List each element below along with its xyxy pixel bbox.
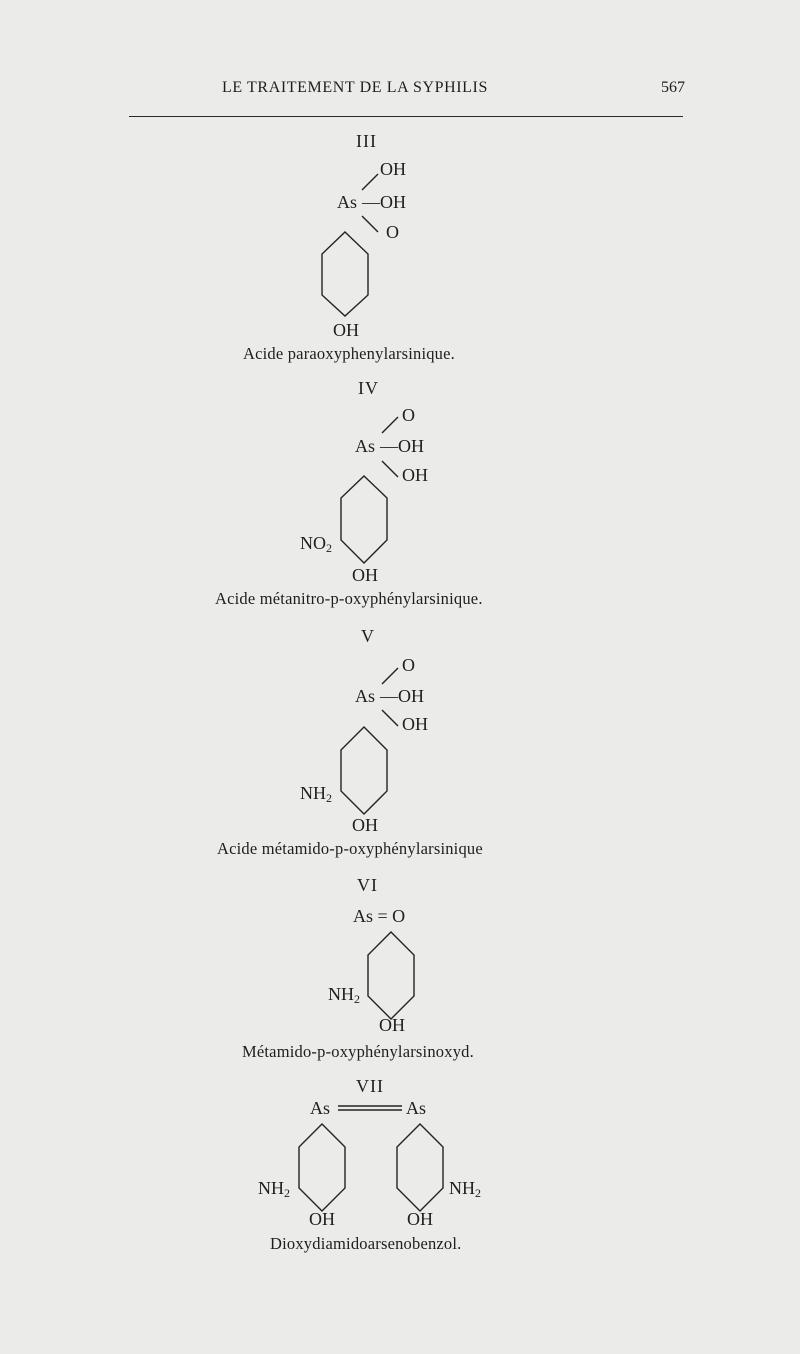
benzene-ring-vii-left [299,1124,345,1211]
amino-substituent-left: $NH_2$ [258,1178,290,1200]
compound-caption: Acide métamido-p-oxyphénylarsinique [217,839,483,858]
bond-v-lower [382,710,398,726]
amino-substituent: $NH_2$ [300,783,332,805]
arsenic-symbol: As [355,686,376,706]
formula-number: VI [357,875,378,895]
arsenic-symbol: As [355,436,376,456]
bond-iv-lower [382,461,398,477]
para-hydroxyl-group: OH [379,1015,405,1035]
hydroxyl-group-top: OH [380,159,406,179]
arsenic-symbol-right: As [406,1098,427,1118]
formula-number: IV [358,378,379,398]
hydroxyl-group-bottom: OH [402,465,428,485]
compound-caption: Acide paraoxyphenylarsinique. [243,344,455,363]
hydroxyl-group-middle: —OH [362,192,406,212]
bond-iv-upper [382,417,398,433]
compound-caption: Dioxydiamidoarsenobenzol. [270,1234,462,1253]
para-hydroxyl-group: OH [333,320,359,340]
benzene-ring-v [341,727,387,814]
running-header-title: LE TRAITEMENT DE LA SYPHILIS [222,79,488,96]
benzene-ring-iv [341,476,387,563]
oxygen-group-top: O [402,405,415,425]
arsenic-symbol-left: As [310,1098,331,1118]
compound-caption: Acide métanitro-p-oxyphénylarsinique. [215,589,483,608]
arsenoso-group: As = O [353,906,406,926]
benzene-ring-vii-right [397,1124,443,1211]
formula-number: III [356,131,377,151]
oxygen-group-bottom: O [386,222,399,242]
amino-substituent: $NH_2$ [328,984,360,1006]
arsenic-symbol: As [337,192,358,212]
formula-number: VII [356,1076,384,1096]
nitro-substituent: $NO_2$ [300,533,332,555]
compound-caption: Métamido-p-oxyphénylarsinoxyd. [242,1042,474,1061]
bond-iii-lower [362,216,378,232]
benzene-ring-vi [368,932,414,1019]
page-number: 567 [661,79,685,96]
para-hydroxyl-group: OH [352,565,378,585]
formula-number: V [361,626,375,646]
oxygen-group-top: O [402,655,415,675]
hydroxyl-group-middle: —OH [380,686,424,706]
benzene-ring-iii [322,232,368,316]
para-hydroxyl-group-right: OH [407,1209,433,1229]
hydroxyl-group-bottom: OH [402,714,428,734]
para-hydroxyl-group-left: OH [309,1209,335,1229]
bond-v-upper [382,668,398,684]
bond-iii-upper [362,174,378,190]
amino-substituent-right: $NH_2$ [449,1178,481,1200]
hydroxyl-group-middle: —OH [380,436,424,456]
para-hydroxyl-group: OH [352,815,378,835]
